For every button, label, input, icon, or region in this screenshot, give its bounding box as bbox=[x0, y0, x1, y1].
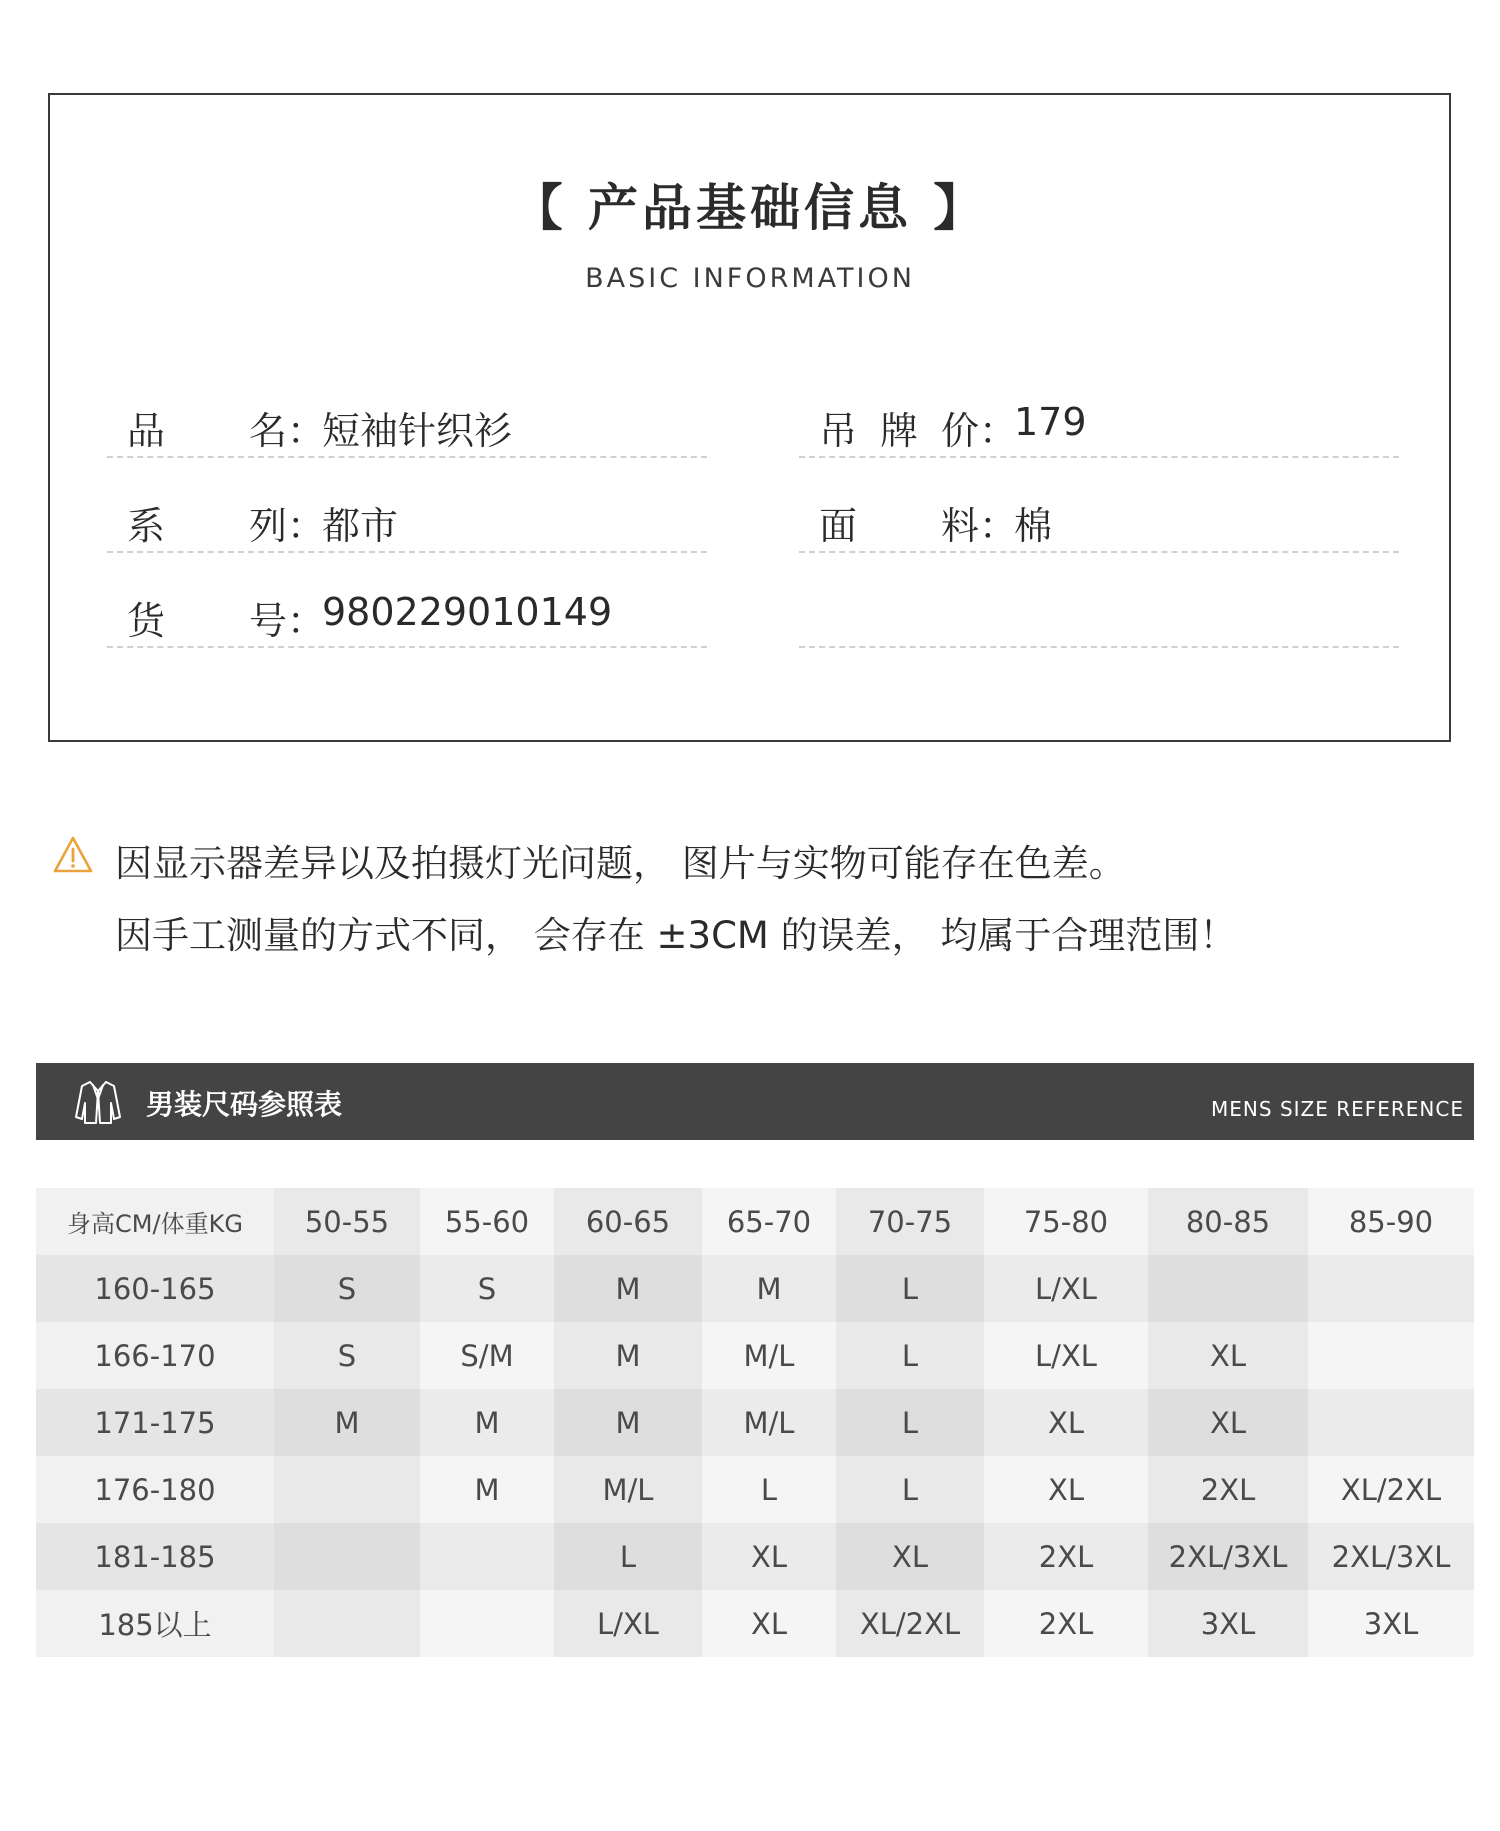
size-cell: L bbox=[702, 1456, 836, 1523]
info-row-empty bbox=[799, 588, 1399, 648]
height-cell: 176-180 bbox=[36, 1456, 274, 1523]
size-cell: S bbox=[420, 1255, 554, 1322]
size-cell: XL/2XL bbox=[836, 1590, 984, 1657]
size-cell: L bbox=[836, 1322, 984, 1389]
size-cell: M/L bbox=[702, 1322, 836, 1389]
size-reference-bar bbox=[36, 1063, 1474, 1140]
size-cell: L/XL bbox=[984, 1322, 1148, 1389]
size-cell: XL/2XL bbox=[1308, 1456, 1474, 1523]
info-row-product-name: 品 名 ： 短袖针织衫 bbox=[107, 398, 707, 458]
basic-info-subtitle: BASIC INFORMATION bbox=[585, 263, 915, 294]
info-value: 短袖针织衫 bbox=[322, 409, 513, 453]
height-cell: 171-175 bbox=[36, 1389, 274, 1456]
notice-line-color: 因显示器差异以及拍摄灯光问题， 图片与实物可能存在色差。 bbox=[115, 842, 1126, 885]
header-cell: 50-55 bbox=[274, 1188, 420, 1255]
height-cell: 185以上 bbox=[36, 1590, 274, 1657]
size-cell: M bbox=[554, 1389, 702, 1456]
size-cell: M/L bbox=[702, 1389, 836, 1456]
size-cell: XL bbox=[702, 1523, 836, 1590]
size-table bbox=[36, 1188, 1474, 1657]
height-cell: 160-165 bbox=[36, 1255, 274, 1322]
size-cell bbox=[274, 1456, 420, 1523]
size-cell bbox=[1148, 1255, 1308, 1322]
size-cell bbox=[420, 1590, 554, 1657]
size-cell: 3XL bbox=[1148, 1590, 1308, 1657]
table-row bbox=[36, 1322, 1474, 1389]
size-cell: M bbox=[420, 1389, 554, 1456]
header-cell: 85-90 bbox=[1308, 1188, 1474, 1255]
size-cell: L/XL bbox=[554, 1590, 702, 1657]
size-cell: XL bbox=[1148, 1322, 1308, 1389]
size-cell bbox=[1308, 1389, 1474, 1456]
header-cell: 65-70 bbox=[702, 1188, 836, 1255]
table-row bbox=[36, 1523, 1474, 1590]
header-cell: 60-65 bbox=[554, 1188, 702, 1255]
size-cell: 2XL/3XL bbox=[1148, 1523, 1308, 1590]
size-cell bbox=[1308, 1255, 1474, 1322]
size-cell: 2XL/3XL bbox=[1308, 1523, 1474, 1590]
info-label: 系 列 bbox=[127, 504, 287, 548]
header-cell: 75-80 bbox=[984, 1188, 1148, 1255]
info-value: 都市 bbox=[322, 504, 399, 548]
header-cell: 70-75 bbox=[836, 1188, 984, 1255]
size-cell: 2XL bbox=[984, 1590, 1148, 1657]
info-row-item-number: 货 号 ： 980229010149 bbox=[107, 588, 707, 648]
info-label: 品 名 bbox=[127, 409, 287, 453]
size-cell: L bbox=[836, 1456, 984, 1523]
size-cell: XL bbox=[984, 1389, 1148, 1456]
info-label: 吊 牌 价 bbox=[819, 409, 979, 453]
table-row bbox=[36, 1590, 1474, 1657]
size-cell bbox=[274, 1590, 420, 1657]
size-cell: M bbox=[554, 1255, 702, 1322]
size-cell: M/L bbox=[554, 1456, 702, 1523]
size-cell: 2XL bbox=[1148, 1456, 1308, 1523]
size-cell: XL bbox=[984, 1456, 1148, 1523]
size-cell: M bbox=[274, 1389, 420, 1456]
size-cell: M bbox=[702, 1255, 836, 1322]
size-cell bbox=[420, 1523, 554, 1590]
height-cell: 166-170 bbox=[36, 1322, 274, 1389]
info-label: 面 料 bbox=[819, 504, 979, 548]
notice-line-measurement: 因手工测量的方式不同， 会存在 ±3CM 的误差， 均属于合理范围！ bbox=[115, 914, 1237, 957]
header-cell: 身高CM/体重KG bbox=[36, 1188, 274, 1255]
table-row bbox=[36, 1255, 1474, 1322]
height-cell: 181-185 bbox=[36, 1523, 274, 1590]
size-cell bbox=[274, 1523, 420, 1590]
info-row-tag-price: 吊 牌 价 ： 179 bbox=[799, 398, 1399, 458]
table-header-row bbox=[36, 1188, 1474, 1255]
size-cell: 2XL bbox=[984, 1523, 1148, 1590]
size-cell: L/XL bbox=[984, 1255, 1148, 1322]
size-cell: S bbox=[274, 1255, 420, 1322]
header-cell: 80-85 bbox=[1148, 1188, 1308, 1255]
size-reference-subtitle: MENS SIZE REFERENCE bbox=[1211, 1097, 1464, 1121]
size-cell: S bbox=[274, 1322, 420, 1389]
info-row-fabric: 面 料 ： 棉 bbox=[799, 493, 1399, 553]
size-cell: M bbox=[554, 1322, 702, 1389]
basic-info-title: 【 产品基础信息 】 bbox=[512, 179, 988, 237]
table-row bbox=[36, 1456, 1474, 1523]
info-value: 棉 bbox=[1014, 504, 1053, 548]
info-row-series: 系 列 ： 都市 bbox=[107, 493, 707, 553]
size-cell: XL bbox=[1148, 1389, 1308, 1456]
info-label: 货 号 bbox=[127, 599, 287, 643]
size-cell: L bbox=[554, 1523, 702, 1590]
size-reference-title: 男装尺码参照表 bbox=[146, 1088, 343, 1121]
warning-triangle-icon bbox=[52, 835, 94, 875]
size-cell: L bbox=[836, 1255, 984, 1322]
size-cell: S/M bbox=[420, 1322, 554, 1389]
size-cell: 3XL bbox=[1308, 1590, 1474, 1657]
info-value: 980229010149 bbox=[322, 590, 613, 634]
size-cell: L bbox=[836, 1389, 984, 1456]
header-cell: 55-60 bbox=[420, 1188, 554, 1255]
size-cell bbox=[1308, 1322, 1474, 1389]
table-row bbox=[36, 1389, 1474, 1456]
size-cell: M bbox=[420, 1456, 554, 1523]
size-cell: XL bbox=[836, 1523, 984, 1590]
size-cell: XL bbox=[702, 1590, 836, 1657]
jacket-icon bbox=[72, 1077, 124, 1127]
info-value: 179 bbox=[1014, 400, 1087, 444]
